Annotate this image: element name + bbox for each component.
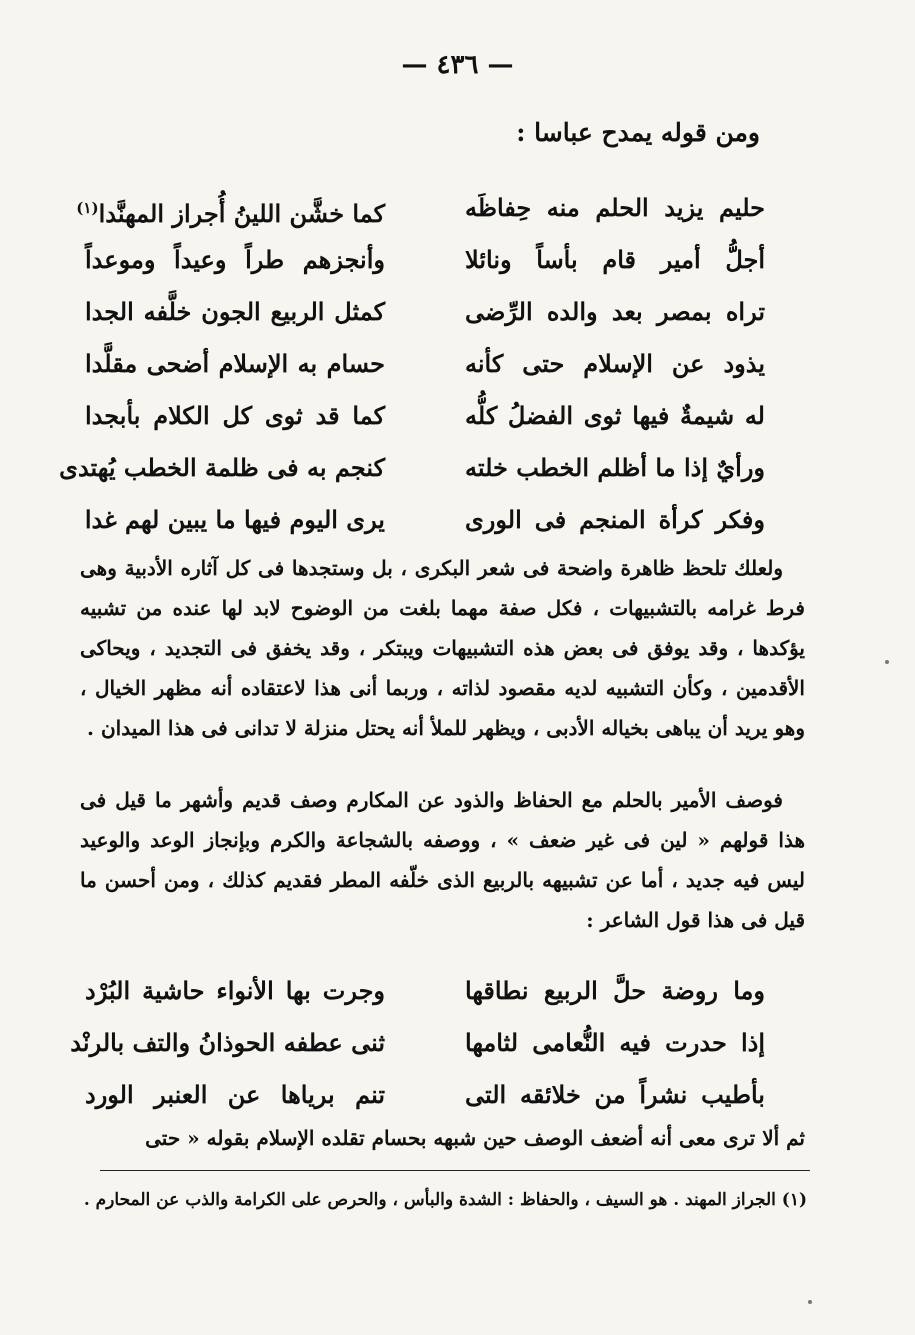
verse-first-hemistich: إذا حدرت فيه النُّعامى لثامها [465, 1028, 765, 1057]
verse-first-hemistich: حليم يزيد الحلم منه حِفاظَه [465, 193, 765, 222]
verse [85, 1069, 765, 1121]
verse-first-hemistich: تراه بمصر بعد والده الرِّضى [465, 297, 765, 326]
verse-second-hemistich: حسام به الإسلام أضحى مقلَّدا [85, 349, 385, 378]
paper-speck [808, 1300, 812, 1304]
verse [70, 1017, 765, 1069]
verse-first-hemistich: ورأيٌ إذا ما أظلم الخطب خلته [465, 453, 765, 482]
verse [85, 338, 765, 390]
verse-second-hemistich: تنم برياها عن العنبر الورد [85, 1080, 385, 1109]
verse [85, 965, 765, 1017]
paragraph-text: ولعلك تلحظ ظاهرة واضحة فى شعر البكرى ، بل وستجدها فى كل آثاره الأدبية وهى فرط غرامه بالتشبيهات ، فكل صفة مهما بلغت من الوضوح لابد لها عنده من تشبيه يؤكدها ، وقد يوفق فى بعض هذه التشبيهات ويبتكر ، وقد يخفق فى التجديد ، ويحاكى الأقدمين ، وكأن التشبيه لديه مقصود لذاته ، وربما أنى هذا لاعتقاده أنه مظهر الخيال ، وهو يريد أن يباهى بخياله الأدبى ، ويظهر للملأ أنه يحتل منزلة لا تدانى فى هذا الميدان . [80, 556, 805, 740]
verse-second-hemistich: وجرت بها الأنواء حاشية البُرْد [85, 976, 385, 1005]
verse-first-hemistich: له شيمةٌ فيها ثوى الفضلُ كلُّه [465, 401, 765, 430]
verse-second-hemistich [76, 182, 385, 234]
commentary-paragraph-2 [80, 780, 805, 940]
hemistich-text: كما خشَّن اللينُ أُجراز المهنَّدا [98, 199, 385, 228]
verse-second-hemistich: كمثل الربيع الجون خلَّفه الجدا [85, 297, 385, 326]
page-number: — ٤٣٦ — [401, 50, 514, 80]
verse [85, 286, 765, 338]
verse-first-hemistich: وفكر كرأة المنجم فى الورى [465, 505, 765, 534]
paragraph-text: فوصف الأمير بالحلم مع الحفاظ والذود عن المكارم وصف قديم وأشهر ما قيل فى هذا قولهم « لين فى غير ضعف » ، ووصفه بالشجاعة والكرم وبإنجاز الوعد والوعيد ليس فيه جديد ، أما عن تشبيهه بالربيع الذى خلّفه المطر فقديم كذلك ، ومن أحسن ما قيل فى هذا قول الشاعر : [80, 788, 805, 932]
verse-first-hemistich: بأطيب نشراً من خلائقه التى [465, 1080, 765, 1109]
paragraph-text: ثم ألا ترى معى أنه أضعف الوصف حين شبهه بحسام تقلده الإسلام بقوله « حتى [145, 1126, 805, 1150]
verse-second-hemistich: وأنجزهم طراً وعيداً وموعداً [85, 245, 385, 274]
verse-second-hemistich: يرى اليوم فيها ما يبين لهم غدا [84, 505, 385, 534]
verse-first-hemistich: أجلُّ أمير قام بأساً ونائلا [465, 245, 765, 274]
poem-intro: ومن قوله يمدح عباسا : [516, 118, 760, 147]
verse-first-hemistich: وما روضة حلَّ الربيع نطاقها [465, 976, 765, 1005]
footnote-divider [100, 1170, 810, 1171]
verse [85, 234, 765, 286]
verse [76, 182, 765, 234]
verse-second-hemistich: ثنى عطفه الحوذانُ والتف بالرنْد [70, 1028, 385, 1057]
verse-second-hemistich: كما قد ثوى كل الكلام بأبجدا [85, 401, 385, 430]
verse [85, 494, 765, 546]
commentary-paragraph-3 [80, 1118, 805, 1158]
footnote-marker: (١) [76, 199, 99, 217]
verse-second-hemistich: كنجم به فى ظلمة الخطب يُهتدى [59, 453, 385, 482]
poem-block-1 [59, 182, 765, 546]
verse [59, 442, 765, 494]
commentary-paragraph-1 [80, 548, 805, 748]
paper-speck [885, 660, 889, 664]
poem-block-2 [70, 965, 765, 1121]
footnote: (١) الجراز المهند . هو السيف ، والحفاظ : الشدة والبأس ، والحرص على الكرامة والذب عن المحارم . [83, 1190, 807, 1210]
verse-first-hemistich: يذود عن الإسلام حتى كأنه [465, 349, 765, 378]
verse [85, 390, 765, 442]
